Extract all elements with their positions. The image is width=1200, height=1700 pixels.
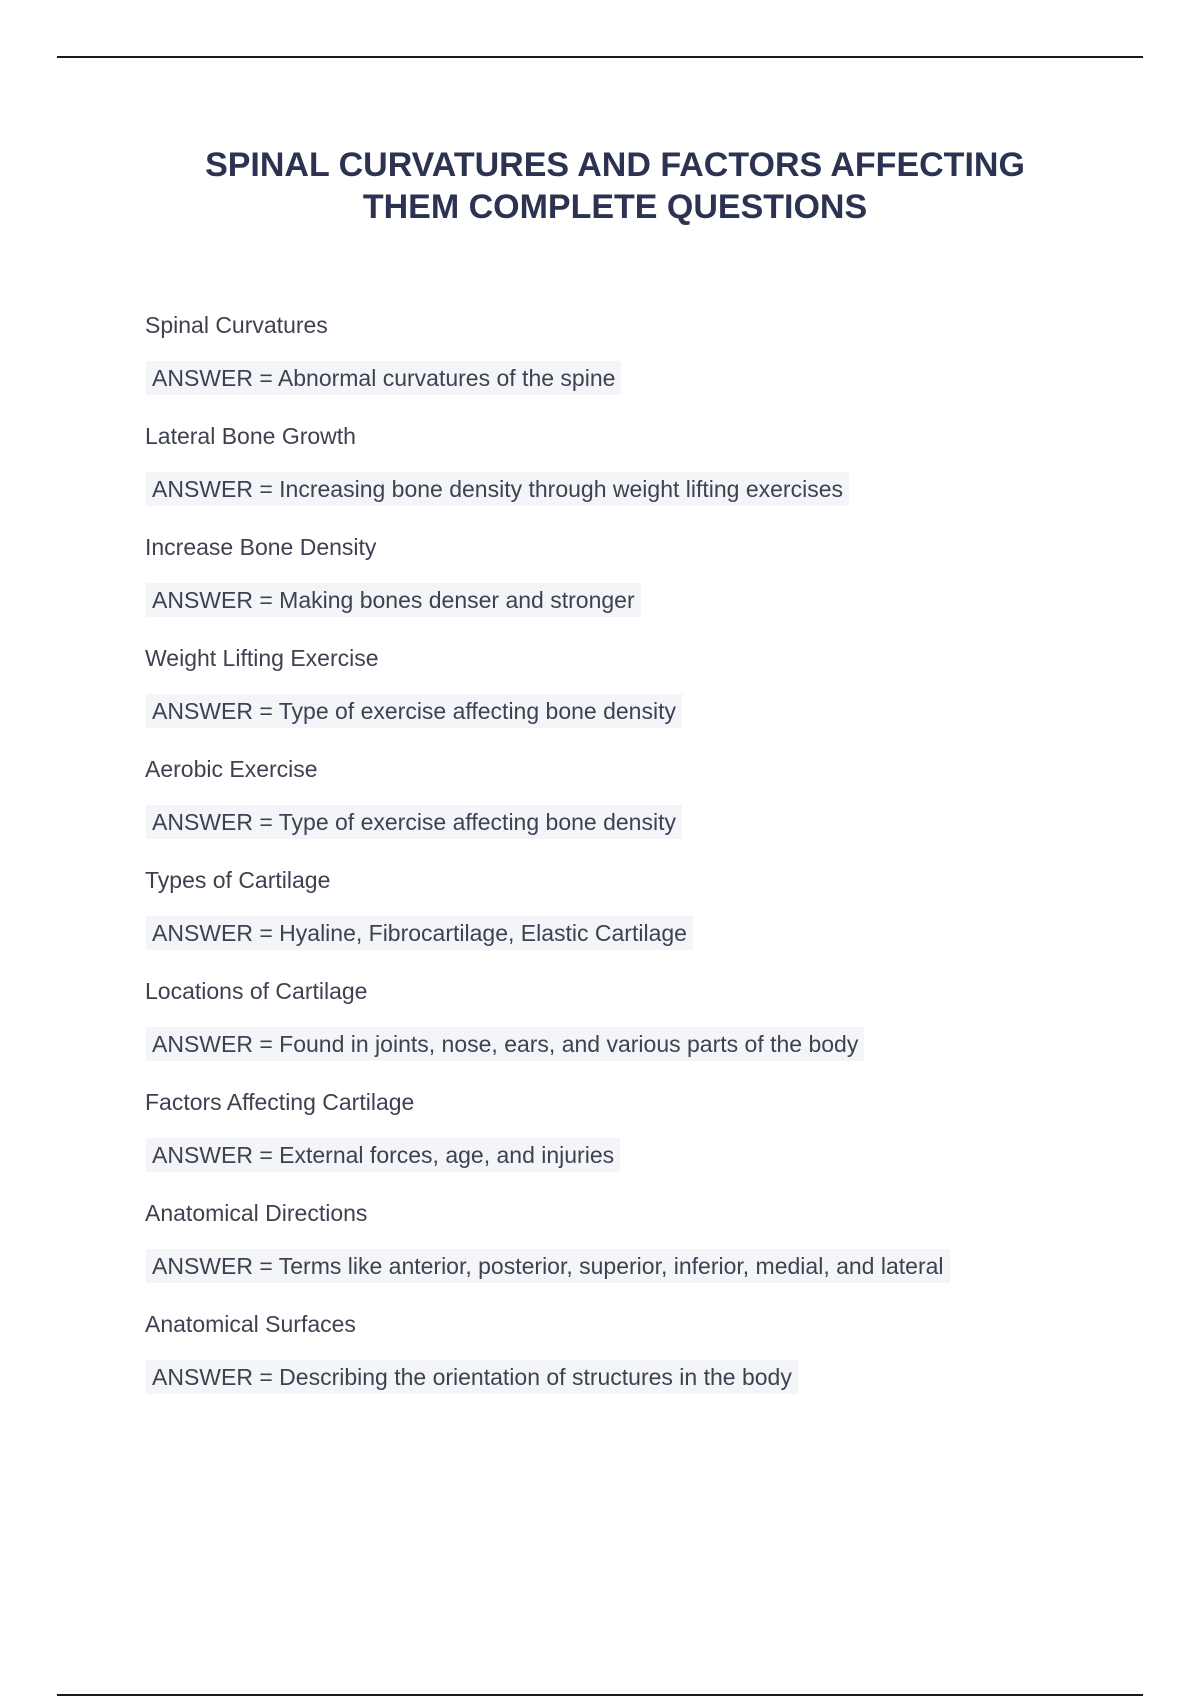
question-text: Types of Cartilage: [145, 867, 331, 893]
answer-row: [145, 1138, 1045, 1193]
question-answer-list: [145, 305, 1045, 1415]
answer-text: ANSWER = Found in joints, nose, ears, and various parts of the body: [146, 1027, 864, 1061]
title-line: THEM COMPLETE QUESTIONS: [362, 188, 868, 226]
qa-item: [145, 1193, 1045, 1304]
answer-text: ANSWER = Type of exercise affecting bone density: [146, 805, 682, 839]
qa-item: [145, 749, 1045, 860]
question-text: Weight Lifting Exercise: [145, 645, 379, 671]
top-rule: [57, 56, 1143, 58]
qa-item: [145, 638, 1045, 749]
question-text: Aerobic Exercise: [145, 756, 318, 782]
answer-text: ANSWER = External forces, age, and injuries: [146, 1138, 620, 1172]
answer-row: [145, 694, 1045, 749]
answer-row: [145, 472, 1045, 527]
qa-item: [145, 416, 1045, 527]
answer-row: [145, 805, 1045, 860]
answer-row: [145, 1249, 1045, 1304]
answer-text: ANSWER = Terms like anterior, posterior, superior, inferior, medial, and lateral: [146, 1249, 950, 1283]
answer-text: ANSWER = Increasing bone density through weight lifting exercises: [146, 472, 849, 506]
answer-row: [145, 361, 1045, 416]
bottom-rule: [57, 1694, 1143, 1696]
answer-row: [145, 1360, 1045, 1415]
title-line: SPINAL CURVATURES AND FACTORS AFFECTING: [205, 146, 1025, 184]
question-text: Lateral Bone Growth: [145, 423, 356, 449]
answer-text: ANSWER = Type of exercise affecting bone density: [146, 694, 682, 728]
question-text: Factors Affecting Cartilage: [145, 1089, 415, 1115]
answer-row: [145, 1027, 1045, 1082]
qa-item: [145, 860, 1045, 971]
qa-item: [145, 971, 1045, 1082]
answer-text: ANSWER = Hyaline, Fibrocartilage, Elastic Cartilage: [146, 916, 693, 950]
question-text: Increase Bone Density: [145, 534, 377, 560]
answer-text: ANSWER = Making bones denser and stronger: [146, 583, 641, 617]
question-text: Anatomical Surfaces: [145, 1311, 356, 1337]
question-text: Anatomical Directions: [145, 1200, 368, 1226]
qa-item: [145, 527, 1045, 638]
qa-item: [145, 305, 1045, 416]
answer-row: [145, 583, 1045, 638]
answer-row: [145, 916, 1045, 971]
question-text: Locations of Cartilage: [145, 978, 368, 1004]
qa-item: [145, 1082, 1045, 1193]
document-title: [150, 144, 1080, 228]
answer-text: ANSWER = Describing the orientation of structures in the body: [146, 1360, 798, 1394]
answer-text: ANSWER = Abnormal curvatures of the spine: [146, 361, 621, 395]
question-text: Spinal Curvatures: [145, 312, 328, 338]
qa-item: [145, 1304, 1045, 1415]
